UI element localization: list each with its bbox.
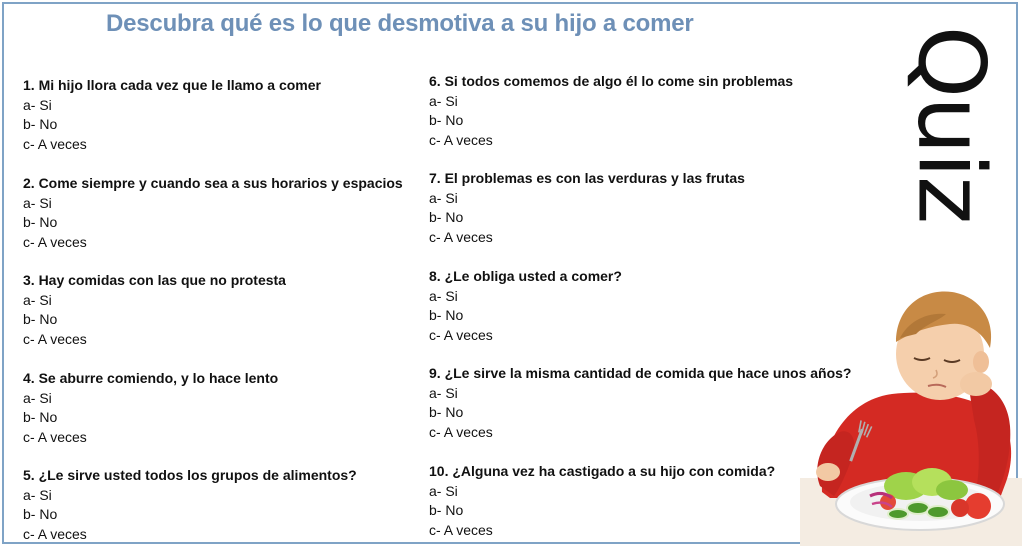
question-text: 8. ¿Le obliga usted a comer? xyxy=(429,268,622,284)
question-6 xyxy=(429,72,793,150)
option-b: b- No xyxy=(429,307,464,323)
quiz-vertical-label xyxy=(897,22,1005,226)
option-b: b- No xyxy=(429,404,464,420)
option-b: b- No xyxy=(429,209,464,225)
option-c: c- A veces xyxy=(23,135,87,152)
option-a: a- Si xyxy=(23,389,52,406)
option-b: b- No xyxy=(23,311,58,327)
question-text: 2. Come siempre y cuando sea a sus horarios y espacios xyxy=(23,175,403,191)
question-5 xyxy=(23,466,357,544)
question-text: 9. ¿Le sirve la misma cantidad de comida que hace unos años? xyxy=(429,365,852,381)
option-a: a- Si xyxy=(23,96,52,113)
option-b: b- No xyxy=(23,409,58,425)
question-text: 1. Mi hijo llora cada vez que le llamo a comer xyxy=(23,77,321,93)
option-a: a- Si xyxy=(429,482,458,499)
question-text: 7. El problemas es con las verduras y las frutas xyxy=(429,170,745,186)
option-c: c- A veces xyxy=(23,525,87,542)
option-b: b- No xyxy=(23,506,58,522)
question-9 xyxy=(429,364,851,442)
option-a: a- Si xyxy=(23,291,52,308)
question-text: 10. ¿Alguna vez ha castigado a su hijo con comida? xyxy=(429,463,776,479)
option-b: b- No xyxy=(429,112,464,128)
option-a: a- Si xyxy=(429,287,458,304)
question-text: 5. ¿Le sirve usted todos los grupos de alimentos? xyxy=(23,467,357,483)
option-c: c- A veces xyxy=(429,521,493,538)
option-c: c- A veces xyxy=(429,326,493,343)
quiz-word: Quiz xyxy=(897,25,1005,223)
option-b: b- No xyxy=(429,502,464,518)
option-a: a- Si xyxy=(23,194,52,211)
option-b: b- No xyxy=(23,116,58,132)
option-c: c- A veces xyxy=(429,131,493,148)
option-a: a- Si xyxy=(429,384,458,401)
question-10 xyxy=(429,462,775,540)
question-2 xyxy=(23,174,403,252)
option-c: c- A veces xyxy=(429,228,493,245)
child-with-salad-photo xyxy=(800,282,1022,546)
question-text: 6. Si todos comemos de algo él lo come sin problemas xyxy=(429,73,794,89)
question-4 xyxy=(23,369,278,447)
option-c: c- A veces xyxy=(23,428,87,445)
page-title: Descubra qué es lo que desmotiva a su hijo a comer xyxy=(106,10,694,37)
option-a: a- Si xyxy=(429,92,458,109)
question-1 xyxy=(23,76,321,154)
option-c: c- A veces xyxy=(429,423,493,440)
option-c: c- A veces xyxy=(23,233,87,250)
question-7 xyxy=(429,169,745,247)
question-text: 3. Hay comidas con las que no protesta xyxy=(23,272,286,288)
option-a: a- Si xyxy=(23,486,52,503)
question-text: 4. Se aburre comiendo, y lo hace lento xyxy=(23,370,279,386)
option-c: c- A veces xyxy=(23,330,87,347)
question-8 xyxy=(429,267,622,345)
option-a: a- Si xyxy=(429,189,458,206)
option-b: b- No xyxy=(23,214,58,230)
question-3 xyxy=(23,271,286,349)
